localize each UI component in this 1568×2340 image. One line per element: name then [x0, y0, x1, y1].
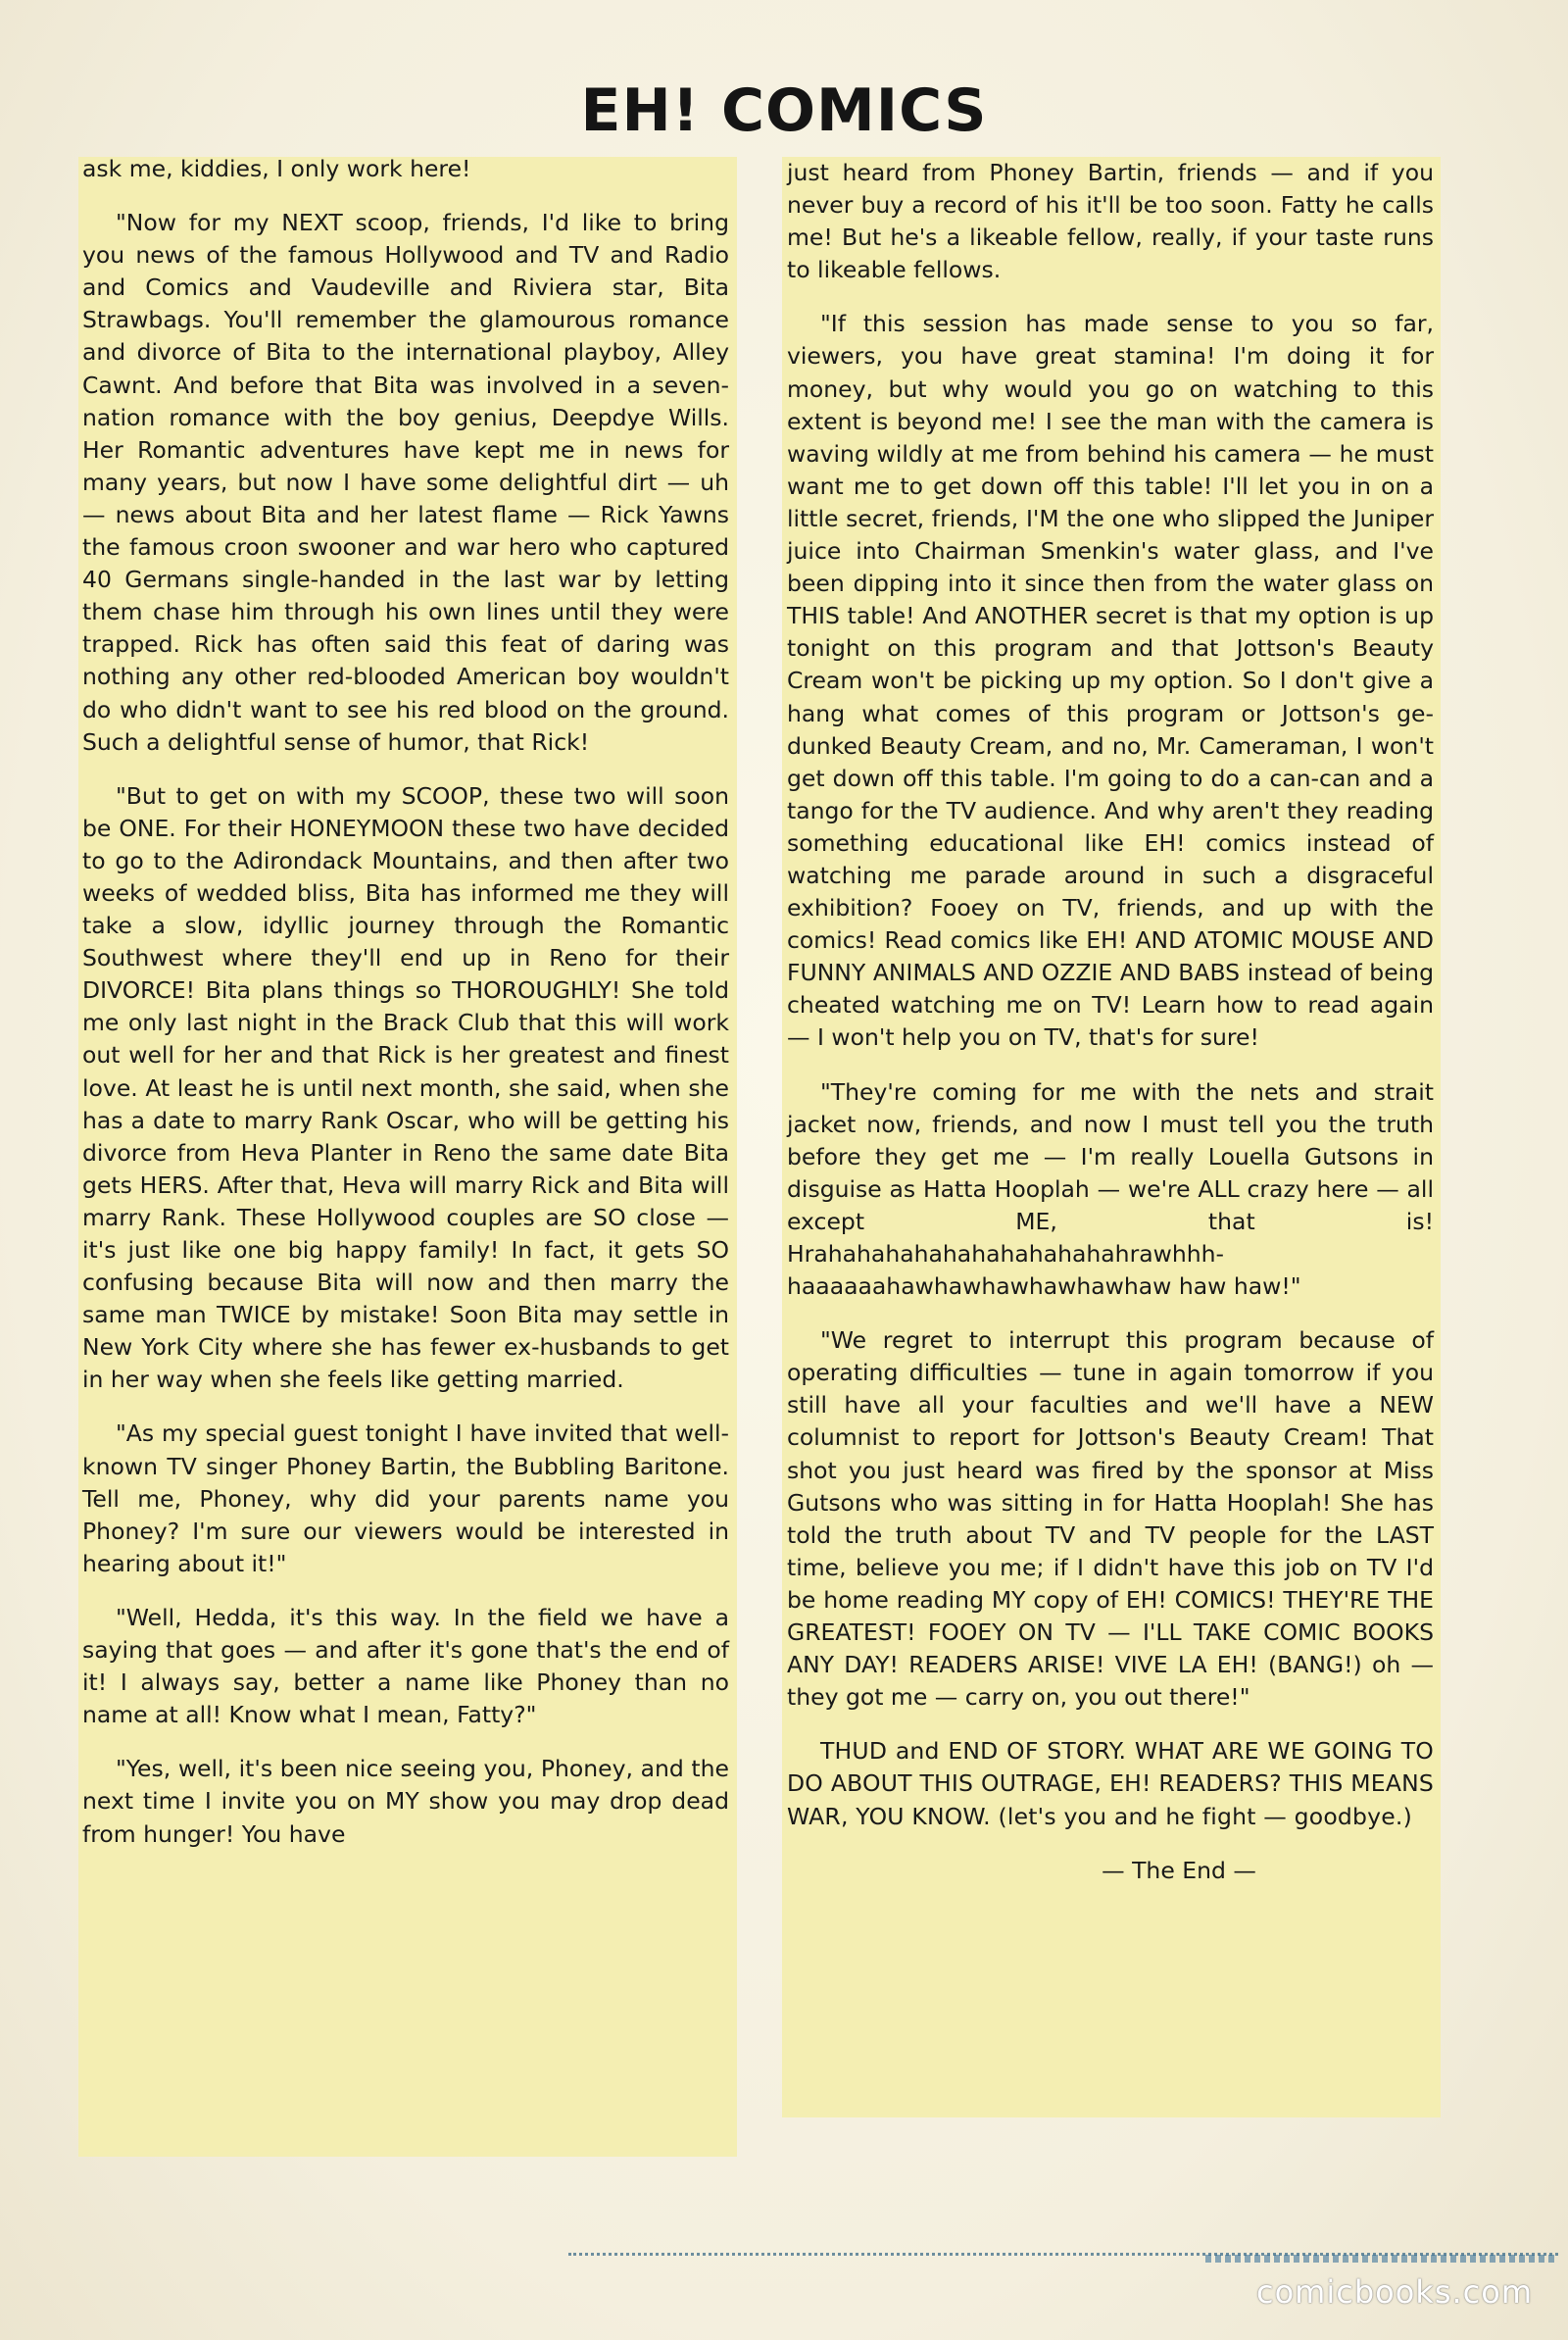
- site-watermark: comicbooks.com: [1255, 2273, 1533, 2311]
- paragraph: "We regret to interrupt this program because of operating difficulties — tune in again tomorrow if you still have all your faculties and we'll have a NEW columnist to report for Jottson's Beauty Cream! That shot you just heard was fired by the sponsor at Miss Gutsons who was sitting in for Hatta Hooplah! She has told the truth about TV and TV people for the LAST time, believe you me; if I didn't have this job on TV I'd be home reading MY copy of EH! COMICS! THEY'RE THE GREATEST! FOOEY ON TV — I'LL TAKE COMIC BOOKS ANY DAY! READERS ARISE! VIVE LA EH! (BANG!) oh — they got me — carry on, you out there!": [787, 1326, 1434, 1712]
- paragraph: "Well, Hedda, it's this way. In the field we have a saying that goes — and after it's gone that's the end of it! I always say, better a name like Phoney than no name at all! Know what I mean, Fatty?": [82, 1603, 729, 1729]
- paragraph: "If this session has made sense to you so far, viewers, you have great stamina! I'm doing it for money, but why would you go on watching to this extent is beyond me! I see the man with the camera is waving wildly at me from behind his camera — he must want me to get down off this table! I'll let you in on a little secret, friends, I'M the one who slipped the Juniper juice into Chairman Smenkin's water glass, and I've been dipping into it since then from the water glass on THIS table! And ANOTHER secret is that my option is up tonight on this program and that Jottson's Beauty Cream won't be picking up my option. So I don't give a hang what comes of this program or Jottson's ge-dunked Beauty Cream, and no, Mr. Cameraman, I won't get down off this table. I'm going to do a can-can and a tango for the TV audience. And why aren't they reading something educational like EH! comics instead of watching me parade around in such a disgraceful exhibition? Fooey on TV, friends, and up with the comics! Read comics like EH! AND ATOMIC MOUSE AND FUNNY ANIMALS AND OZZIE AND BABS instead of being cheated watching me on TV! Learn how to read again — I won't help you on TV, that's for sure!: [787, 310, 1434, 1052]
- paragraph: just heard from Phoney Bartin, friends — and if you never buy a record of his it'll be too soon. Fatty he calls me! But he's a likeable fellow, really, if your taste runs to likeable fellows.: [787, 159, 1434, 284]
- page-title: EH! COMICS: [580, 76, 988, 145]
- paragraph: "Yes, well, it's been nice seeing you, Phoney, and the next time I invite you on MY show you may drop dead from hunger! You have: [82, 1755, 729, 1848]
- right-column: [787, 157, 1434, 1909]
- left-column: [82, 153, 729, 1872]
- the-end-label: — The End —: [1102, 1856, 1256, 1884]
- scan-artifact-band: [1205, 2255, 1558, 2263]
- paragraph: "Now for my NEXT scoop, friends, I'd like to bring you news of the famous Hollywood and TV and Radio and Comics and Vaudeville and Riviera star, Bita Strawbags. You'll remember the glamourous romance and divorce of Bita to the international playboy, Alley Cawnt. And before that Bita was involved in a seven-nation romance with the boy genius, Deepdye Wills. Her Romantic adventures have kept me in news for many years, but now I have some delightful dirt — uh — news about Bita and her latest flame — Rick Yawns the famous croon swooner and war hero who captured 40 Germans single-handed in the last war by letting them chase him through his own lines until they were trapped. Rick has often said this feat of daring was nothing any other red-blooded American boy wouldn't do who didn't want to see his red blood on the ground. Such a delightful sense of humor, that Rick!: [82, 209, 729, 756]
- paragraph: ask me, kiddies, I only work here!: [82, 155, 471, 182]
- paragraph: "But to get on with my SCOOP, these two will soon be ONE. For their HONEYMOON these two have decided to go to the Adirondack Mountains, and then after two weeks of wedded bliss, Bita has informed me they will take a slow, idyllic journey through the Romantic Southwest where they'll end up in Reno for their DIVORCE! Bita plans things so THOROUGHLY! She told me only last night in the Brack Club that this will work out well for her and that Rick is her greatest and finest love. At least he is until next month, she said, when she has a date to marry Rank Oscar, who will be getting his divorce from Heva Planter in Reno the same date Bita gets HERS. After that, Heva will marry Rick and Bita will marry Rank. These Hollywood couples are SO close — it's just like one big happy family! In fact, it gets SO confusing because Bita will now and then marry the same man TWICE by mistake! Soon Bita may settle in New York City where she has fewer ex-husbands to get in her way when she feels like getting married.: [82, 781, 729, 1394]
- paragraph: "They're coming for me with the nets and strait jacket now, friends, and now I must tell you the truth before they get me — I'm really Louella Gutsons in disguise as Hatta Hooplah — we're ALL crazy here — all except ME, that is! Hrahahahahahahahahahahahrawhhh-haaaaaahawhawhawhawhawhaw haw haw!": [787, 1077, 1434, 1301]
- closing-paragraph: THUD and END OF STORY. WHAT ARE WE GOING TO DO ABOUT THIS OUTRAGE, EH! READERS? THIS MEANS WAR, YOU KNOW. (let's you and he fight — goodbye.): [787, 1737, 1434, 1830]
- paragraph: "As my special guest tonight I have invited that well-known TV singer Phoney Bartin, the Bubbling Baritone. Tell me, Phoney, why did your parents name you Phoney? I'm sure our viewers would be interested in hearing about it!": [82, 1419, 729, 1577]
